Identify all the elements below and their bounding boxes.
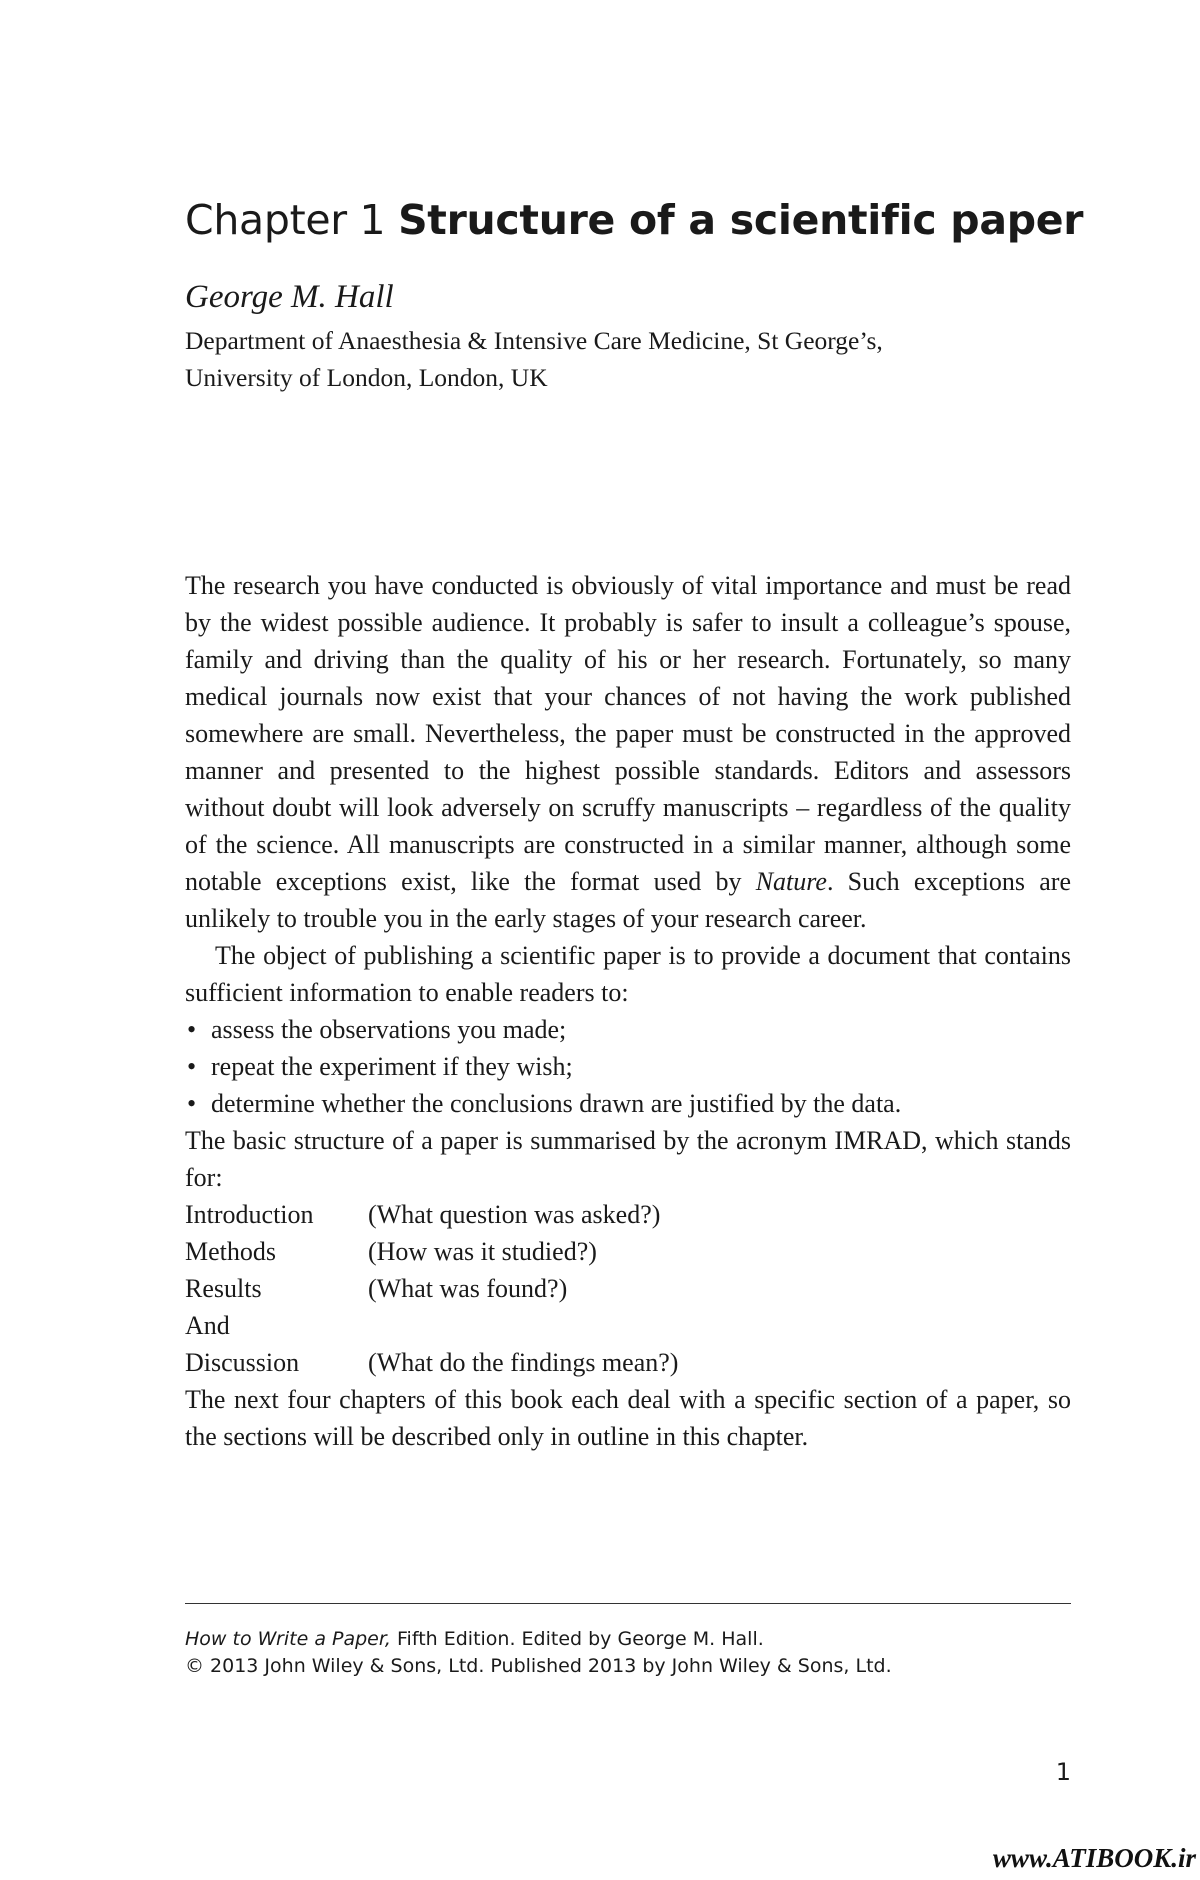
imrad-term: Introduction [185,1200,314,1229]
journal-name: Nature [755,867,827,896]
object-paragraph: The object of publishing a scientific paper is to provide a document that contains sufficient information to enable readers to: [185,941,1071,1007]
intro-text-end: . Such exceptions are unlikely to trouble you in the early stages of your research career. [185,867,1071,933]
bullet-item [185,1048,1071,1085]
imrad-question: (How was it studied?) [368,1237,597,1266]
imrad-row [185,1270,1071,1307]
intro-text: The research you have conducted is obviously of vital importance and must be read by the widest possible audience. It probably is safer to insult a colleague’s spouse, family and driving than the quality of his or her research. Fortunately, so many medical journals now exist that your chances of not having the work published somewhere are small. Nevertheless, the paper must be constructed in the approved manner and presented to the highest possible standards. Editors and assessors without doubt will look adversely on scruffy manuscripts – regardless of the quality of the science. All manuscripts are constructed in a similar manner, although some notable exceptions exist, like the format used by [185,571,1071,896]
edition-text: Fifth Edition. Edited by George M. Hall. [390,1628,764,1650]
chapter-body [185,567,1071,1455]
bullet-list [185,1011,1071,1122]
book-title: How to Write a Paper, [185,1628,391,1650]
imrad-question: (What do the findings mean?) [368,1348,679,1377]
imrad-term: Discussion [185,1348,300,1377]
copyright-footnote [185,1626,1071,1680]
footnote-line: © 2013 John Wiley & Sons, Ltd. Published 2013 by John Wiley & Sons, Ltd. [185,1655,892,1677]
imrad-term: Results [185,1274,262,1303]
bullet-marker: • [187,1015,197,1044]
footnote-line [185,1626,1071,1653]
chapter-label: Chapter 1 [185,196,386,244]
imrad-row [185,1307,1071,1344]
imrad-question: (What question was asked?) [368,1200,661,1229]
bullet-text: assess the observations you made; [211,1015,567,1044]
footnote-divider [185,1603,1071,1604]
affiliation-line: University of London, London, UK [185,363,548,392]
imrad-term: And [185,1311,230,1340]
imrad-term: Methods [185,1237,276,1266]
author-affiliation [185,322,1071,396]
imrad-row [185,1233,1071,1270]
imrad-question [368,1307,1071,1344]
imrad-question: (What was found?) [368,1274,568,1303]
affiliation-line: Department of Anaesthesia & Intensive Care Medicine, St George’s, [185,326,883,355]
imrad-row [185,1196,1071,1233]
imrad-intro-paragraph: The basic structure of a paper is summarised by the acronym IMRAD, which stands for: [185,1126,1071,1192]
bullet-text: determine whether the conclusions drawn are justified by the data. [211,1089,902,1118]
book-page [185,0,1084,1880]
bullet-item [185,1011,1071,1048]
outline-paragraph: The next four chapters of this book each deal with a specific section of a paper, so the sections will be described only in outline in this chapter. [185,1385,1071,1451]
bullet-text: repeat the experiment if they wish; [211,1052,573,1081]
bullet-marker: • [187,1052,197,1081]
imrad-list [185,1196,1071,1381]
bullet-item [185,1085,1071,1122]
author-name: George M. Hall [185,279,394,315]
chapter-title: Structure of a scientific paper [398,196,1084,244]
site-watermark: www.ATIBOOK.ir [992,1843,1196,1873]
bullet-marker: • [187,1089,197,1118]
intro-paragraph [185,567,1071,937]
imrad-row [185,1344,1071,1381]
chapter-heading [185,196,1084,244]
page-number: 1 [1055,1758,1071,1786]
